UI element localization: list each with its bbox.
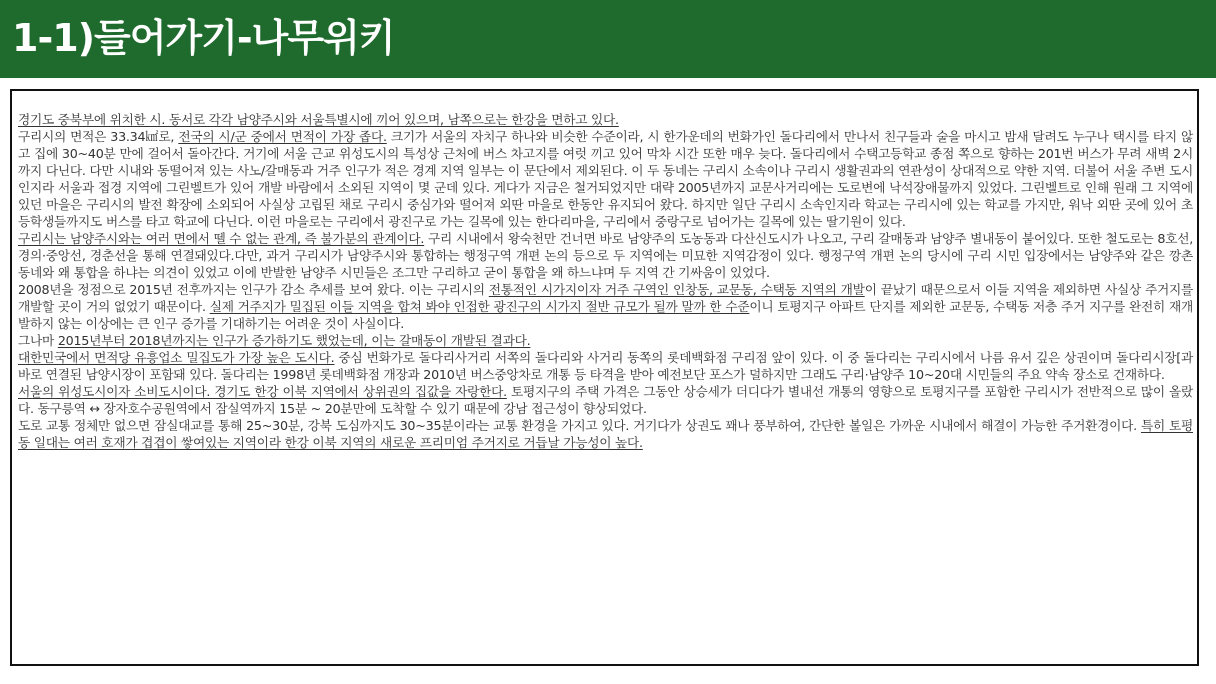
title-bar bbox=[0, 0, 1216, 78]
text-segment: 구리시의 면적은 33.34㎢로, bbox=[18, 129, 179, 144]
paragraph bbox=[18, 111, 1193, 128]
text-segment: 이니 토평지구 아파트 단지를 제외한 교문동, 수택동 저층 주거 지구를 완전히 재개발하지 않는 이상에는 큰 인구 증가를 기대하기는 어려운 것이 사실이다. bbox=[18, 299, 1193, 331]
underlined-text: 전국의 시/군 중에서 면적이 가장 좁다. bbox=[178, 129, 387, 144]
paragraph bbox=[18, 332, 1193, 349]
article-body bbox=[18, 111, 1193, 451]
paragraph bbox=[18, 383, 1193, 417]
paragraph bbox=[18, 230, 1193, 281]
underlined-text: 2015년부터 2018년까지는 인구가 증가하기도 했었는데, 이는 갈매동이 개발된 결과다. bbox=[57, 333, 531, 348]
underlined-text: 서울의 위성도시이자 소비도시이다. 경기도 한강 이북 지역에서 상위권의 집값을 자랑한다. bbox=[18, 384, 507, 399]
page-title: 1-1)들어가기-나무위키 bbox=[12, 16, 395, 60]
paragraph bbox=[18, 281, 1193, 332]
underlined-text: 경기도 중북부에 위치한 시. 동서로 각각 남양주시와 서울특별시에 끼어 있으며, 남쪽으로는 한강을 면하고 있다. bbox=[18, 112, 619, 127]
text-segment: 도로 교통 정체만 없으면 잠실대교를 통해 25~30분, 강북 도심까지도 30~35분이라는 교통 환경을 가지고 있다. 거기다가 상권도 꽤나 풍부하여, 간단한 볼일은 가까운 시내에서 해결이 가능한 주거환경이다. bbox=[18, 418, 1141, 433]
text-segment: 중심 번화가로 돌다리사거리 서쪽의 돌다리와 사거리 동쪽의 롯데백화점 구리점 앞이 있다. 이 중 돌다리는 구리시에서 나름 유서 깊은 상권이며 돌다리시장[과 바로 연결된 남양시장이 포함돼 있다. 돌다리는 1998년 롯데백화점 개장과 2010년 버스중앙차로 개통 등 타격을 받아 예전보단 포스가 덜하지만 그래도 구리·남양주 10~20대 시민들의 주요 약속 장소로 건재하다. bbox=[18, 350, 1193, 382]
underlined-text: 구리시는 남양주시와는 여러 면에서 뗄 수 없는 관계, 즉 불가분의 관계이다. bbox=[18, 231, 425, 246]
underlined-text: 실제 거주지가 밀집된 이들 지역을 합쳐 봐야 인접한 광진구의 시가지 절반 규모가 될까 말까 한 수준 bbox=[209, 299, 750, 314]
underlined-text: 특히 토평동 일대는 여러 호재가 겹겹이 쌓여있는 지역이라 한강 이북 지역의 새로운 프리미엄 주거지로 거듭날 가능성이 높다. bbox=[18, 418, 1193, 450]
text-segment: 2008년을 정점으로 2015년 전후까지는 인구가 감소 추세를 보여 왔다. 이는 구리시의 bbox=[18, 282, 489, 297]
paragraph bbox=[18, 349, 1193, 383]
text-segment: 그나마 bbox=[18, 333, 58, 348]
paragraph bbox=[18, 417, 1193, 451]
underlined-text: 대한민국에서 면적당 유흥업소 밀집도가 가장 높은 도시다. bbox=[18, 350, 335, 365]
underlined-text: 전통적인 시가지이자 거주 구역인 인창동, 교문동, 수택동 지역의 개발 bbox=[488, 282, 865, 297]
paragraph bbox=[18, 128, 1193, 230]
text-segment: 토평지구의 주택 가격은 그동안 상승세가 더디다가 별내선 개통의 영향으로 토평지구를 포함한 구리시가 전반적으로 많이 올랐다. 동구릉역 ↔ 장자호수공원역에서 잠실역까지 15분 ~ 20분만에 도착할 수 있기 때문에 강남 접근성이 향상되었다. bbox=[18, 384, 1193, 416]
text-segment: 구리 시내에서 왕숙천만 건너면 바로 남양주의 도농동과 다산신도시가 나오고, 구리 갈매동과 남양주 별내동이 붙어있다. 또한 철도로는 8호선, 경의·중앙선, 경춘선을 통해 연결돼있다.다만, 과거 구리시가 남양주시와 통합하는 행정구역 개편 논의 등으로 두 지역에는 미묘한 지역감정이 있다. 행정구역 개편 논의 당시에 구리 시민 입장에서는 남양주와 같은 깡촌 동네와 왜 통합을 하냐는 의견이 있었고 이에 반발한 남양주 시민들은 조그만 구리하고 굳이 통합을 왜 하느냐며 두 지역 간 기싸움이 있었다. bbox=[18, 231, 1194, 280]
text-segment: 크기가 서울의 자치구 하나와 비슷한 수준이라, 시 한가운데의 번화가인 돌다리에서 만나서 친구들과 술을 마시고 밤새 달려도 누구나 택시를 타지 않고 집에 30~40분 만에 걸어서 돌아간다. 거기에 서울 근교 위성도시의 특성상 근처에 버스 차고지를 여럿 끼고 있어 막차 시간 또한 매우 늦다. 돌다리에서 수택고등학교 종점 쪽으로 향하는 201번 버스가 무려 새벽 2시까지 다닌다. 다만 시내와 동떨어져 있는 사노/갈매동과 거주 인구가 적은 경계 지역 일부는 이 문단에서 제외된다. 이 두 동네는 구리시 소속이나 구리시 생활권과의 연관성이 상대적으로 약한 지역. 더불어 서울 주변 도시인지라 서울과 접경 지역에 그린벨트가 있어 개발 바람에서 소외된 지역이 몇 군데 있다. 게다가 지금은 철거되었지만 대략 2005년까지 교문사거리에는 도로변에 낙석장애물까지 있었다. 그린벨트로 인해 원래 그 지역에 있던 마을은 구리시의 발전 확장에 소외되어 사실상 고립된 채로 구리시 중심가와 떨어져 외딴 마을로 한동안 유지되어 왔다. 하지만 일단 구리시 소속인지라 학교는 구리시에 있는 학교를 가지만, 워낙 외딴 곳에 있어 초등학생들까지도 버스를 타고 학교에 다닌다. 이런 마을로는 구리에서 광진구로 가는 길목에 있는 한다리마을, 구리에서 중랑구로 넘어가는 길목에 있는 딸기원이 있다. bbox=[18, 129, 1193, 229]
text-segment: 이 끝났기 때문으로서 이들 지역을 제외하면 사실상 주거지를 개발할 곳이 거의 없었기 때문이다. bbox=[18, 282, 1194, 314]
